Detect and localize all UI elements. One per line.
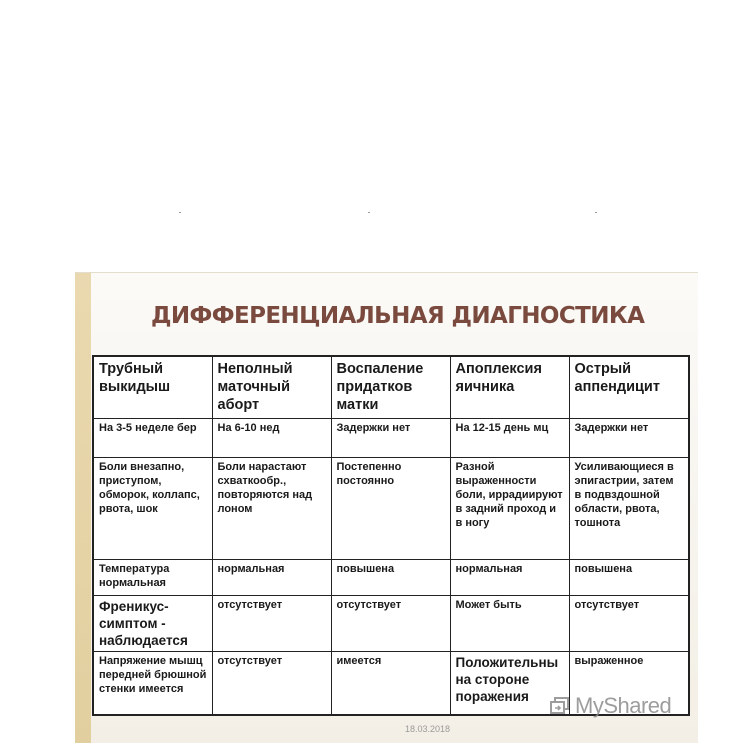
table-cell: Разной выраженности боли, иррадиируют в задний проход и в ногу (450, 457, 569, 559)
table-cell: На 6-10 нед (212, 418, 331, 457)
table-cell: отсутствует (569, 595, 689, 651)
slide-date: 18.03.2018 (405, 724, 451, 734)
table-row (93, 559, 689, 595)
table-cell: Постепенно постоянно (331, 457, 450, 559)
table-cell: Задержки нет (569, 418, 689, 457)
table-cell: повышена (569, 559, 689, 595)
table-cell: повышена (331, 559, 450, 595)
slide (75, 272, 698, 743)
header-cell: Трубный выкидыш (93, 356, 212, 418)
table-row (93, 595, 689, 651)
table-cell: Боли внезапно, приступом, обморок, коллапс, рвота, шок (93, 457, 212, 559)
table-cell: отсутствует (212, 595, 331, 651)
table-cell: Положительны на стороне поражения (450, 651, 569, 715)
stray-dot (179, 212, 181, 213)
table-cell: Боли нарастают схваткообр., повторяются над лоном (212, 457, 331, 559)
table-cell: На 12-15 день мц (450, 418, 569, 457)
table-cell: выраженное (569, 651, 689, 715)
stray-dot (368, 212, 370, 213)
table-cell: Френикус-симптом - наблюдается (93, 595, 212, 651)
stray-dot (595, 212, 597, 213)
header-cell: Апоплексия яичника (450, 356, 569, 418)
table-cell: Усиливающиеся в эпигастрии, затем в подвздошной области, рвота, тошнота (569, 457, 689, 559)
table-row (93, 457, 689, 559)
table-cell: нормальная (212, 559, 331, 595)
slide-title: ДИФФЕРЕНЦИАЛЬНАЯ ДИАГНОСТИКА (151, 303, 645, 329)
watermark-text: MyShared (575, 693, 672, 718)
table-cell: Напряжение мышц передней брюшной стенки имеется (93, 651, 212, 715)
header-cell: Острый аппендицит (569, 356, 689, 418)
table-cell: отсутствует (212, 651, 331, 715)
diagnosis-table (92, 355, 690, 716)
table-cell: нормальная (450, 559, 569, 595)
table-header-row (93, 356, 689, 418)
header-cell: Неполный маточный аборт (212, 356, 331, 418)
table-cell: отсутствует (331, 595, 450, 651)
header-cell: Воспаление придатков матки (331, 356, 450, 418)
table-cell: Задержки нет (331, 418, 450, 457)
table-row (93, 418, 689, 457)
table-cell: имеется (331, 651, 450, 715)
myshared-watermark (549, 693, 671, 719)
table-cell: На 3-5 неделе бер (93, 418, 212, 457)
table-cell: Температура нормальная (93, 559, 212, 595)
table-cell: Может быть (450, 595, 569, 651)
myshared-logo-icon (549, 695, 571, 717)
slide-side-stripe (75, 273, 91, 743)
